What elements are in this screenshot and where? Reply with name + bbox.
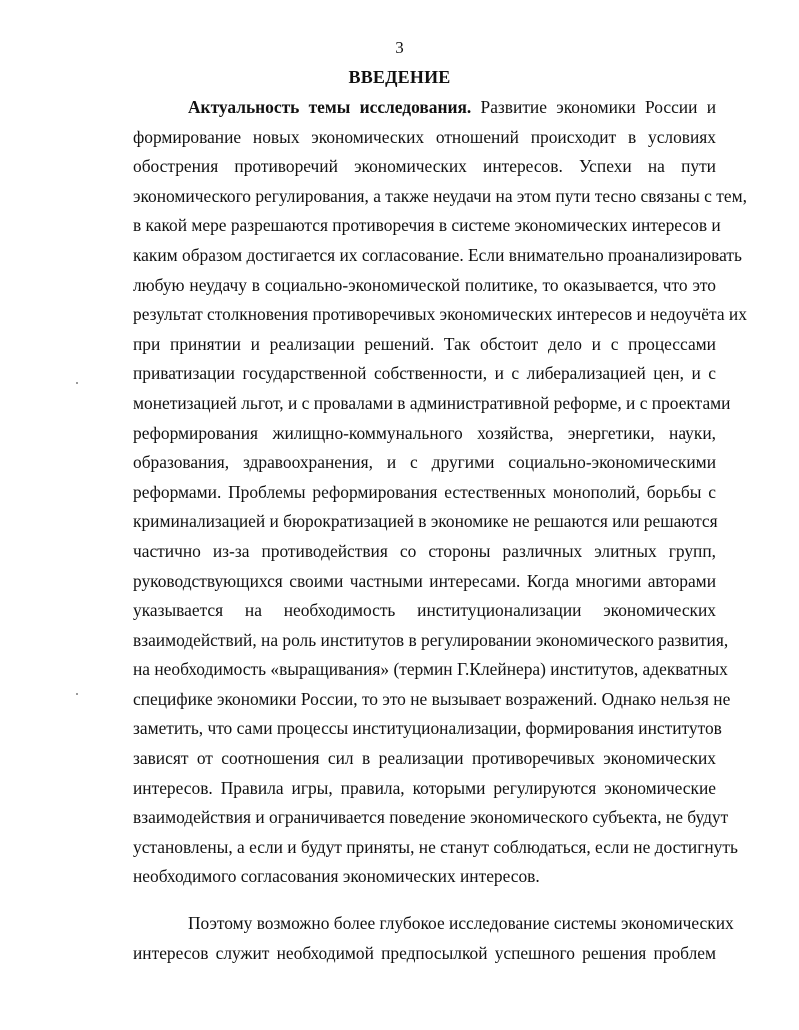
section-heading: ВВЕДЕНИЕ xyxy=(348,67,451,87)
text-line: интересов служит необходимой предпосылкой успешного решения проблем xyxy=(133,942,716,963)
text-line: обострения противоречий экономических интересов. Успехи на пути xyxy=(133,156,716,177)
text-line: на необходимость «выращивания» (термин Г.Клейнера) институтов, адекватных xyxy=(133,659,728,680)
lead-continuation: Развитие экономики России и xyxy=(471,97,717,117)
text-line: формирование новых экономических отношений происходит в условиях xyxy=(133,126,716,147)
page-number: 3 xyxy=(395,38,404,57)
text-line: взаимодействия и ограничивается поведение экономического субъекта, не будут xyxy=(133,807,729,828)
text-line: монетизацией льгот, и с провалами в административной реформе, и с проектами xyxy=(133,392,731,413)
text-line: результат столкновения противоречивых экономических интересов и недоучёта их xyxy=(133,304,747,325)
text-line: каким образом достигается их согласование. Если внимательно проанализировать xyxy=(133,244,742,265)
text-line: специфике экономики России, то это не вызывает возражений. Однако нельзя не xyxy=(133,688,731,709)
text-line: указывается на необходимость институционализации экономических xyxy=(133,600,716,621)
text-line: заметить, что сами процессы институционализации, формирования институтов xyxy=(133,718,722,739)
text-line: приватизации государственной собственности, и с либерализацией цен, и с xyxy=(133,363,716,384)
lead-phrase: Актуальность темы исследования. xyxy=(188,97,472,117)
text-line: установлены, а если и будут приняты, не станут соблюдаться, если не достигнуть xyxy=(133,836,738,857)
text-line: взаимодействий, на роль институтов в регулировании экономического развития, xyxy=(133,629,729,650)
paragraph-actuality xyxy=(133,93,747,892)
scan-speck xyxy=(76,693,78,695)
text-line: образования, здравоохранения, и с другими социально-экономическими xyxy=(133,452,716,473)
text-line: экономического регулирования, а также неудачи на этом пути тесно связаны с тем, xyxy=(133,185,747,206)
text-line: криминализацией и бюрократизацией в экономике не решаются или решаются xyxy=(133,511,718,532)
text-line xyxy=(133,93,716,123)
scan-speck xyxy=(76,382,78,384)
text-line: в какой мере разрешаются противоречия в системе экономических интересов и xyxy=(133,215,721,236)
text-line: реформами. Проблемы реформирования естественных монополий, борьбы с xyxy=(133,481,716,502)
text-line: реформирования жилищно-коммунального хозяйства, энергетики, науки, xyxy=(133,422,716,443)
text-line: зависят от соотношения сил в реализации противоречивых экономических xyxy=(133,748,716,769)
text-line: руководствующихся своими частными интересами. Когда многими авторами xyxy=(133,570,716,591)
text-line: необходимого согласования экономических интересов. xyxy=(133,866,540,887)
text-line: любую неудачу в социально-экономической политике, то оказывается, что это xyxy=(133,274,716,295)
text-line: частично из-за противодействия со стороны различных элитных групп, xyxy=(133,540,716,561)
text-line: Поэтому возможно более глубокое исследование системы экономических xyxy=(188,913,734,933)
text-line: при принятии и реализации решений. Так обстоит дело и с процессами xyxy=(133,333,716,354)
paragraph-conclusion xyxy=(133,909,734,968)
text-line: интересов. Правила игры, правила, которыми регулируются экономические xyxy=(133,777,716,798)
